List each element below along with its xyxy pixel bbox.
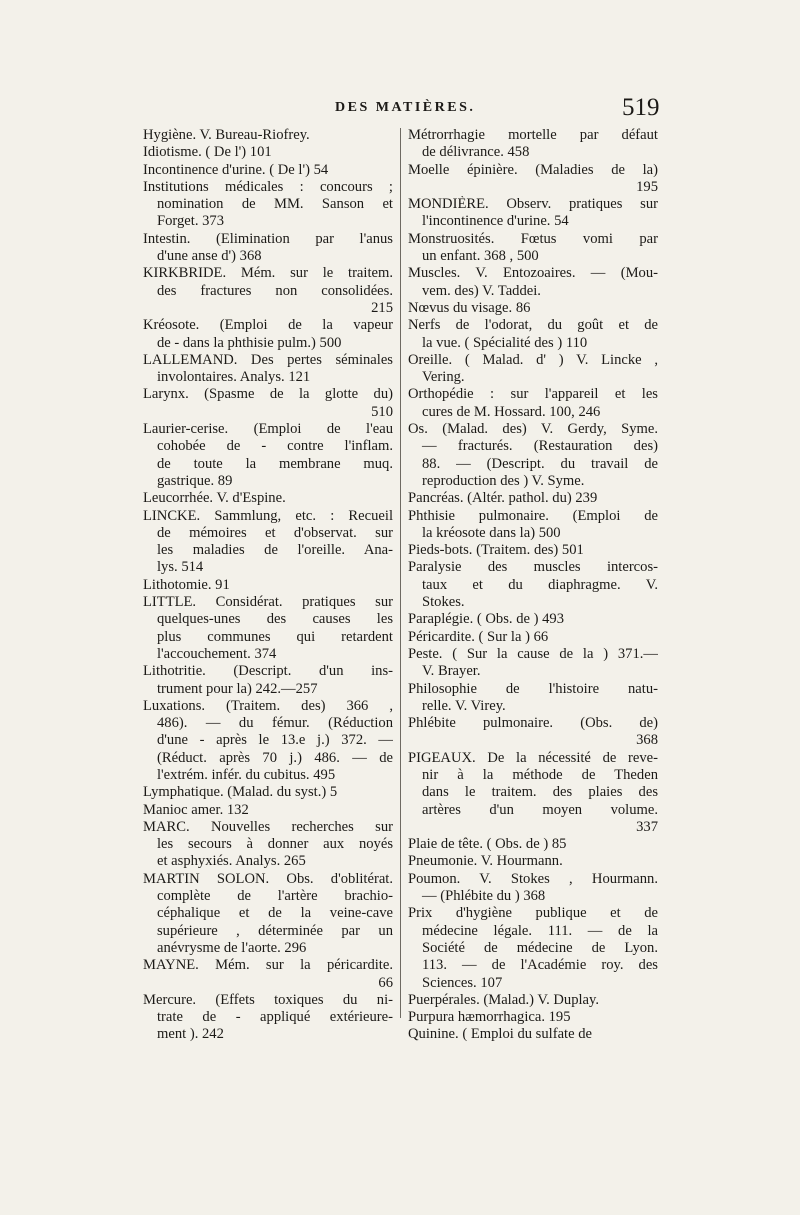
index-entry-line: Pieds-bots. (Traitem. des) 501 xyxy=(408,542,584,559)
index-entry-line: médecine légale. 111. — de la xyxy=(422,922,658,939)
index-entry xyxy=(143,179,393,231)
index-entry-line: un enfant. 368 , 500 xyxy=(422,248,539,265)
index-entry-line: la vue. ( Spécialité des ) 110 xyxy=(422,334,588,351)
index-entry-line: Nœvus du visage. 86 xyxy=(408,299,531,316)
index-entry-line: l'incontinence d'urine. 54 xyxy=(422,213,569,230)
index-entry-line: Lymphatique. (Malad. du syst.) 5 xyxy=(143,784,338,801)
index-entry xyxy=(408,196,658,231)
index-entry-line: cures de M. Hossard. 100, 246 xyxy=(422,403,601,420)
index-entry-line: et asphyxiés. Analys. 265 xyxy=(157,853,306,870)
index-entry-line: Luxations. (Traitem. des) 366 , xyxy=(143,697,393,714)
index-entry-line: artères d'un moyen volume. xyxy=(422,801,658,818)
index-entry xyxy=(143,992,393,1044)
index-entry-line: Hygiène. V. Bureau-Riofrey. xyxy=(143,127,310,143)
index-entry-line: Poumon. V. Stokes , Hourmann. xyxy=(408,870,658,887)
index-entry-line: Larynx. (Spasme de la glotte du) xyxy=(143,386,393,403)
index-entry xyxy=(408,352,658,387)
index-entry-line: des fractures non consolidées. xyxy=(157,282,393,299)
index-entry xyxy=(143,127,393,144)
index-entry-line: 66 xyxy=(378,974,393,991)
index-entry xyxy=(143,802,393,819)
index-entry-line: nir à la méthode de Theden xyxy=(422,766,658,783)
index-entry xyxy=(143,663,393,698)
index-entry-line: Monstruosités. Fœtus vomi par xyxy=(408,230,658,247)
index-entry-line: taux et du diaphragme. V. xyxy=(422,576,658,593)
index-entry xyxy=(143,231,393,266)
index-entry-line: KIRKBRIDE. Mém. sur le traitem. xyxy=(143,265,393,282)
index-entry-line: Moelle épinière. (Maladies de la) xyxy=(408,161,658,178)
index-entry-line: Lithotomie. 91 xyxy=(143,576,230,593)
index-entry-line: de - dans la phthisie pulm.) 500 xyxy=(157,334,342,351)
index-entry-line: Paraplégie. ( Obs. de ) 493 xyxy=(408,611,565,628)
index-entry-line: Oreille. ( Malad. d' ) V. Lincke , xyxy=(408,351,658,368)
index-entry-line: Pneumonie. V. Hourmann. xyxy=(408,853,563,870)
index-entry-line: les maladies de l'oreille. Ana- xyxy=(157,542,393,559)
index-entry-line: Paralysie des muscles intercos- xyxy=(408,559,658,576)
index-entry xyxy=(408,265,658,300)
index-entry-line: relle. V. Virey. xyxy=(422,697,506,714)
index-entry-line: plus communes qui retardent xyxy=(157,628,393,645)
index-entry-line: Orthopédie : sur l'appareil et les xyxy=(408,386,658,403)
index-entry xyxy=(408,559,658,611)
index-entry-line: ment ). 242 xyxy=(157,1026,224,1043)
index-entry-line: d'une - après le 13.e j.) 372. — xyxy=(157,732,393,749)
index-entry-line: Purpura hæmorrhagica. 195 xyxy=(408,1009,571,1026)
index-entry-line: complète de l'artère brachio- xyxy=(157,888,393,905)
index-entry-line: Pancréas. (Altér. pathol. du) 239 xyxy=(408,490,598,507)
index-entry xyxy=(143,819,393,871)
index-entry xyxy=(143,490,393,507)
index-entry xyxy=(408,715,658,750)
index-entry-line: Société de médecine de Lyon. xyxy=(422,939,658,956)
index-entry xyxy=(143,386,393,421)
index-entry-line: LITTLE. Considérat. pratiques sur xyxy=(143,594,393,611)
index-entry-line: Métrorrhagie mortelle par défaut xyxy=(408,127,658,143)
index-entry-line: Incontinence d'urine. ( De l') 54 xyxy=(143,161,329,178)
running-header: DES MATIÈRES. xyxy=(335,100,476,115)
index-entry-line: Puerpérales. (Malad.) V. Duplay. xyxy=(408,991,600,1008)
index-entry xyxy=(143,784,393,801)
index-entry-line: — fracturés. (Restauration des) xyxy=(422,438,658,455)
index-entry-line: quelques-unes des causes les xyxy=(157,611,393,628)
index-entry xyxy=(408,421,658,490)
index-entry-line: anévrysme de l'aorte. 296 xyxy=(157,939,307,956)
index-entry xyxy=(408,300,658,317)
index-entry-line: Muscles. V. Entozoaires. — (Mou- xyxy=(408,265,658,282)
index-entry-line: dans le traitem. des plaies des xyxy=(422,784,658,801)
index-entry-line: involontaires. Analys. 121 xyxy=(157,369,311,386)
index-entry xyxy=(143,317,393,352)
index-entry-line: 113. — de l'Académie roy. des xyxy=(422,957,658,974)
index-entry-line: LINCKE. Sammlung, etc. : Recueil xyxy=(143,507,393,524)
index-entry xyxy=(408,490,658,507)
index-entry-line: 195 xyxy=(636,178,658,195)
index-entry-line: Stokes. xyxy=(422,594,465,611)
index-entry xyxy=(408,871,658,906)
index-entry-line: trate de - appliqué extérieure- xyxy=(157,1009,393,1026)
index-entry-line: Forget. 373 xyxy=(157,213,225,230)
index-entry-line: de mémoires et d'observat. sur xyxy=(157,524,393,541)
index-entry-line: MARTIN SOLON. Obs. d'oblitérat. xyxy=(143,870,393,887)
index-entry-line: de toute la membrane muq. xyxy=(157,455,393,472)
index-entry-line: LALLEMAND. Des pertes séminales xyxy=(143,351,393,368)
index-entry-line: la kréosote dans la) 500 xyxy=(422,524,561,541)
index-entry-line: Intestin. (Elimination par l'anus xyxy=(143,230,393,247)
index-entry-line: Phthisie pulmonaire. (Emploi de xyxy=(408,507,658,524)
index-entry-line: (Réduct. après 70 j.) 486. — de xyxy=(157,749,393,766)
index-entry-line: 215 xyxy=(371,299,393,316)
index-entry-line: l'extrém. infér. du cubitus. 495 xyxy=(157,766,336,783)
index-entry-line: Plaie de tête. ( Obs. de ) 85 xyxy=(408,836,567,853)
index-entry-line: Os. (Malad. des) V. Gerdy, Syme. xyxy=(408,421,658,438)
index-entry-line: reproduction des ) V. Syme. xyxy=(422,472,585,489)
index-entry xyxy=(408,231,658,266)
index-entry xyxy=(408,127,658,162)
index-entry-line: Institutions médicales : concours ; xyxy=(143,178,393,195)
index-entry-line: 368 xyxy=(636,732,658,749)
index-entry-line: Lithotritie. (Descript. d'un ins- xyxy=(143,663,393,680)
index-entry-line: MONDIÈRE. Observ. pratiques sur xyxy=(408,196,658,213)
index-entry-line: Leucorrhée. V. d'Espine. xyxy=(143,490,286,507)
index-entry xyxy=(143,508,393,577)
index-entry-line: Idiotisme. ( De l') 101 xyxy=(143,144,272,161)
index-entry-line: nomination de MM. Sanson et xyxy=(157,196,393,213)
index-entry xyxy=(143,144,393,161)
index-entry-line: Manioc amer. 132 xyxy=(143,801,249,818)
index-entry xyxy=(408,681,658,716)
index-entry xyxy=(408,750,658,836)
index-entry-line: de délivrance. 458 xyxy=(422,144,530,161)
index-entry xyxy=(408,646,658,681)
index-entry xyxy=(408,905,658,991)
index-entry xyxy=(408,836,658,853)
index-entry xyxy=(408,542,658,559)
index-entry xyxy=(143,421,393,490)
index-entry-line: MAYNE. Mém. sur la péricardite. xyxy=(143,957,393,974)
index-entry xyxy=(143,265,393,317)
index-entry-line: Prix d'hygiène publique et de xyxy=(408,905,658,922)
index-entry-line: PIGEAUX. De la nécessité de reve- xyxy=(408,749,658,766)
index-entry xyxy=(408,386,658,421)
page-number: 519 xyxy=(622,94,660,121)
index-entry xyxy=(143,698,393,784)
index-entry xyxy=(143,162,393,179)
index-entry xyxy=(408,1026,658,1043)
index-entry-line: Vering. xyxy=(422,369,465,386)
index-entry xyxy=(408,508,658,543)
index-entry-line: Quinine. ( Emploi du sulfate de xyxy=(408,1026,593,1043)
index-entry-line: Phlébite pulmonaire. (Obs. de) xyxy=(408,715,658,732)
index-entry xyxy=(143,352,393,387)
index-entry-line: trument pour la) 242.—257 xyxy=(157,680,318,697)
index-column-right xyxy=(408,127,658,1044)
column-divider xyxy=(400,128,401,1018)
index-entry-line: Nerfs de l'odorat, du goût et de xyxy=(408,317,658,334)
index-entry-line: Philosophie de l'histoire natu- xyxy=(408,680,658,697)
index-entry-line: 88. — (Descript. du travail de xyxy=(422,455,658,472)
index-entry-line: V. Brayer. xyxy=(422,663,481,680)
index-entry xyxy=(143,594,393,663)
index-entry-line: lys. 514 xyxy=(157,559,204,576)
index-entry xyxy=(408,317,658,352)
index-entry xyxy=(408,611,658,628)
index-entry xyxy=(408,992,658,1009)
index-entry-line: cohobée de - contre l'inflam. xyxy=(157,438,393,455)
index-entry xyxy=(143,577,393,594)
index-entry xyxy=(408,162,658,197)
index-entry-line: céphalique et de la veine-cave xyxy=(157,905,393,922)
index-entry-line: gastrique. 89 xyxy=(157,472,233,489)
index-column-left xyxy=(143,127,393,1044)
index-entry-line: supérieure , déterminée par un xyxy=(157,922,393,939)
index-entry xyxy=(143,957,393,992)
index-entry xyxy=(408,1009,658,1026)
index-entry-line: MARC. Nouvelles recherches sur xyxy=(143,818,393,835)
index-entry-line: Kréosote. (Emploi de la vapeur xyxy=(143,317,393,334)
index-entry-line: Péricardite. ( Sur la ) 66 xyxy=(408,628,549,645)
index-entry xyxy=(408,853,658,870)
index-entry-line: 486). — du fémur. (Réduction xyxy=(157,715,393,732)
index-entry-line: Laurier-cerise. (Emploi de l'eau xyxy=(143,421,393,438)
index-entry-line: 337 xyxy=(636,818,658,835)
index-entry-line: Mercure. (Effets toxiques du ni- xyxy=(143,991,393,1008)
index-entry-line: vem. des) V. Taddei. xyxy=(422,282,541,299)
index-entry xyxy=(143,871,393,957)
index-entry-line: les secours à donner aux noyés xyxy=(157,836,393,853)
index-entry xyxy=(408,629,658,646)
index-entry-line: d'une anse d') 368 xyxy=(157,248,262,265)
index-entry-line: — (Phlébite du ) 368 xyxy=(422,888,546,905)
index-entry-line: Sciences. 107 xyxy=(422,974,503,991)
index-entry-line: 510 xyxy=(371,403,393,420)
index-entry-line: l'accouchement. 374 xyxy=(157,645,277,662)
index-entry-line: Peste. ( Sur la cause de la ) 371.— xyxy=(408,645,658,662)
